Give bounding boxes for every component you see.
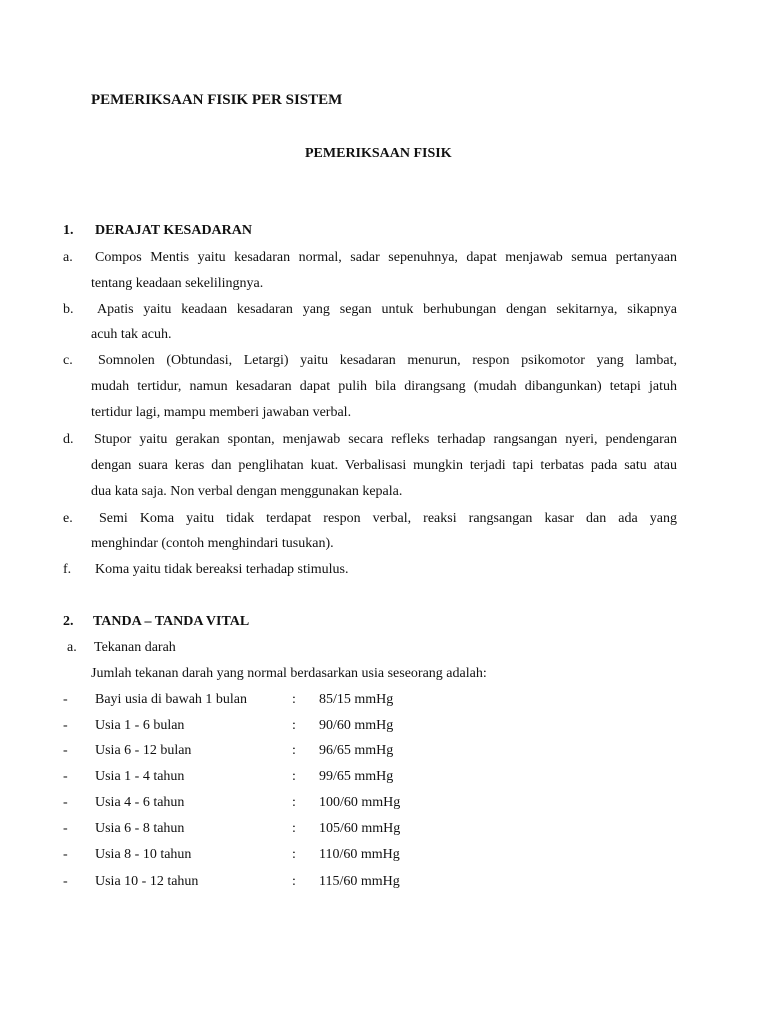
item-c-marker: c.	[63, 353, 73, 368]
section2-intro: Jumlah tekanan darah yang normal berdasarkan usia seseorang adalah:	[91, 666, 487, 681]
item-b-line-1: Apatis yaitu keadaan kesadaran yang segan untuk berhubungan dengan sekitarnya, sikapnya	[97, 302, 677, 317]
row-age: Bayi usia di bawah 1 bulan	[95, 692, 248, 707]
row-value: 105/60 mmHg	[319, 821, 401, 836]
row-value: 100/60 mmHg	[319, 795, 401, 810]
row-value: 110/60 mmHg	[319, 847, 400, 862]
section2-sub-heading: Tekanan darah	[94, 640, 176, 655]
section2-sub-marker: a.	[67, 640, 77, 655]
row-age: Usia 6 - 12 bulan	[95, 743, 192, 758]
row-age: Usia 10 - 12 tahun	[95, 874, 199, 889]
item-a-line-2: tentang keadaan sekelilingnya.	[91, 276, 264, 291]
item-a-marker: a.	[63, 250, 73, 265]
item-c-line-1: Somnolen (Obtundasi, Letargi) yaitu kesadaran menurun, respon psikomotor yang lambat,	[98, 353, 677, 368]
section1-number: 1.	[63, 223, 74, 238]
item-d-line-2: dengan suara keras dan penglihatan kuat. Verbalisasi mungkin terjadi tapi terbatas pada satu atau	[91, 458, 677, 473]
row-dash: -	[63, 795, 68, 810]
document-title: PEMERIKSAAN FISIK PER SISTEM	[91, 92, 343, 108]
row-colon: :	[292, 847, 296, 862]
section2-heading: TANDA – TANDA VITAL	[93, 614, 250, 629]
row-age: Usia 6 - 8 tahun	[95, 821, 185, 836]
item-c-line-3: tertidur lagi, mampu memberi jawaban verbal.	[91, 405, 352, 420]
row-dash: -	[63, 874, 68, 889]
row-dash: -	[63, 743, 68, 758]
row-colon: :	[292, 743, 296, 758]
item-d-line-1: Stupor yaitu gerakan spontan, menjawab secara refleks terhadap rangsangan nyeri, pendengaran	[94, 432, 677, 447]
row-value: 96/65 mmHg	[319, 743, 394, 758]
row-colon: :	[292, 821, 296, 836]
row-value: 85/15 mmHg	[319, 692, 394, 707]
section2-number: 2.	[63, 614, 74, 629]
row-age: Usia 1 - 4 tahun	[95, 769, 185, 784]
item-f-marker: f.	[63, 562, 72, 577]
row-dash: -	[63, 821, 68, 836]
row-dash: -	[63, 718, 68, 733]
row-colon: :	[292, 692, 296, 707]
item-d-marker: d.	[63, 432, 74, 447]
row-dash: -	[63, 692, 68, 707]
row-age: Usia 1 - 6 bulan	[95, 718, 185, 733]
row-value: 99/65 mmHg	[319, 769, 394, 784]
document-subtitle: PEMERIKSAAN FISIK	[305, 146, 452, 161]
row-colon: :	[292, 718, 296, 733]
row-value: 115/60 mmHg	[319, 874, 400, 889]
item-a-line-1: Compos Mentis yaitu kesadaran normal, sadar sepenuhnya, dapat menjawab semua pertanyaan	[95, 250, 677, 265]
item-b-marker: b.	[63, 302, 74, 317]
section1-heading: DERAJAT KESADARAN	[95, 223, 253, 238]
item-b-line-2: acuh tak acuh.	[91, 327, 172, 342]
item-e-line-1: Semi Koma yaitu tidak terdapat respon verbal, reaksi rangsangan kasar dan ada yang	[99, 511, 677, 526]
row-colon: :	[292, 795, 296, 810]
row-age: Usia 8 - 10 tahun	[95, 847, 192, 862]
row-value: 90/60 mmHg	[319, 718, 394, 733]
row-colon: :	[292, 874, 296, 889]
row-age: Usia 4 - 6 tahun	[95, 795, 185, 810]
item-e-marker: e.	[63, 511, 73, 526]
item-f-line-1: Koma yaitu tidak bereaksi terhadap stimulus.	[95, 562, 349, 577]
row-dash: -	[63, 847, 68, 862]
row-colon: :	[292, 769, 296, 784]
item-c-line-2: mudah tertidur, namun kesadaran dapat pulih bila dirangsang (mudah dibangunkan) tetapi jatuh	[91, 379, 677, 394]
row-dash: -	[63, 769, 68, 784]
item-e-line-2: menghindar (contoh menghindari tusukan).	[91, 536, 334, 551]
item-d-line-3: dua kata saja. Non verbal dengan menggunakan kepala.	[91, 484, 403, 499]
